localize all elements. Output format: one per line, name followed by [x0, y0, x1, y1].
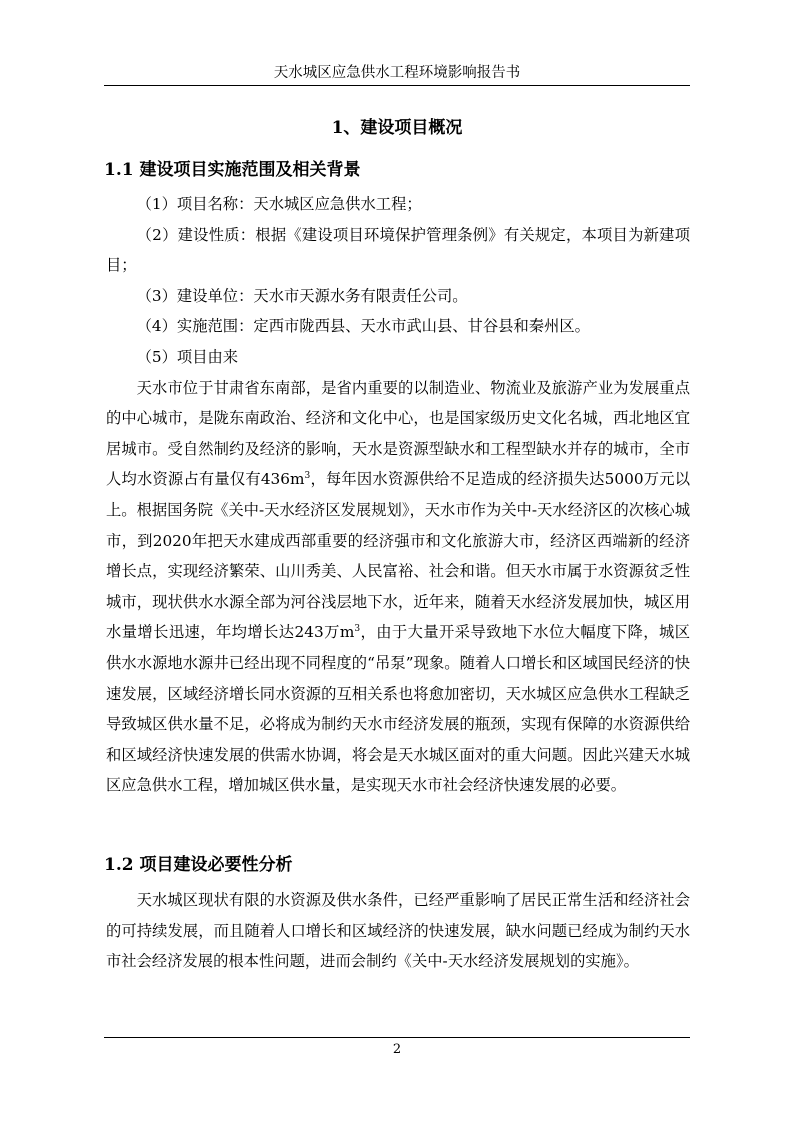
item-implementation-scope: （4）实施范围：定西市陇西县、天水市武山县、甘谷县和秦州区。 — [136, 317, 590, 336]
chapter-title: 1、建设项目概况 — [331, 118, 463, 138]
section-body-1-2 — [106, 885, 690, 977]
item-construction-unit: （3）建设单位：天水市天源水务有限责任公司。 — [136, 286, 468, 305]
item-project-name: （1）项目名称：天水城区应急供水工程； — [136, 195, 422, 213]
header-divider — [104, 85, 690, 86]
page-header: 天水城区应急供水工程环境影响报告书 — [273, 65, 521, 81]
section-body-1-1 — [106, 189, 690, 801]
superscript-3: 3 — [354, 624, 361, 635]
item-construction-nature: （2）建设性质：根据《建设项目环境保护管理条例》有关规定，本项目为新建项目； — [106, 225, 690, 275]
section-title-1-1: 1.1 建设项目实施范围及相关背景 — [104, 160, 361, 180]
necessity-paragraph: 天水城区现状有限的水资源及供水条件，已经严重影响了居民正常生活和经济社会的可持续发展，而且随着人口增长和区域经济的快速发展，缺水问题已经成为制约天水市社会经济发展的根本性问题，进而会制约《关中-天水经济发展规划的实施》。 — [106, 891, 690, 971]
background-text-part-2: ，每年因水资源供给不足造成的经济损失达5000万元以上。根据国务院《关中-天水经济区发展规划》，天水市作为关中-天水经济区的次核心城市，到2020年把天水建成西部重要的经济强市和文化旅游大市，经济区西端新的经济增长点，实现经济繁荣、山川秀美、人民富裕、社会和谐。但天水市属于水资源贫乏性城市，现状供水水源全部为河谷浅层地下水，近年来，随着天水经济发展加快，城区用水量增长迅速，年均增长达243万m — [106, 470, 690, 642]
background-text-part-1: 天水市位于甘肃省东南部，是省内重要的以制造业、物流业及旅游产业为发展重点的中心城市，是陇东南政治、经济和文化中心，也是国家级历史文化名城，西北地区宜居城市。受自然制约及经济的影响，天水是资源型缺水和工程型缺水并存的城市，全市人均水资源占有量仅有436m — [106, 378, 690, 489]
footer-divider — [104, 1037, 690, 1038]
background-text-part-3: ，由于大量开采导致地下水位大幅度下降，城区供水水源地水源井已经出现不同程度的“吊泵”现象。随着人口增长和区域国民经济的快速发展，区域经济增长同水资源的互相关系也将愈加密切，天水城区应急供水工程缺乏导致城区供水量不足，必将成为制约天水市经济发展的瓶颈，实现有保障的水资源供给和区域经济快速发展的供需水协调，将会是天水城区面对的重大问题。因此兴建天水城区应急供水工程，增加城区供水量，是实现天水市社会经济快速发展的必要。 — [106, 623, 690, 795]
section-title-1-2: 1.2 项目建设必要性分析 — [104, 855, 293, 875]
superscript-3: 3 — [304, 471, 311, 482]
item-project-origin: （5）项目由来 — [136, 347, 239, 366]
background-paragraph — [106, 373, 690, 801]
page-number: 2 — [392, 1042, 402, 1057]
